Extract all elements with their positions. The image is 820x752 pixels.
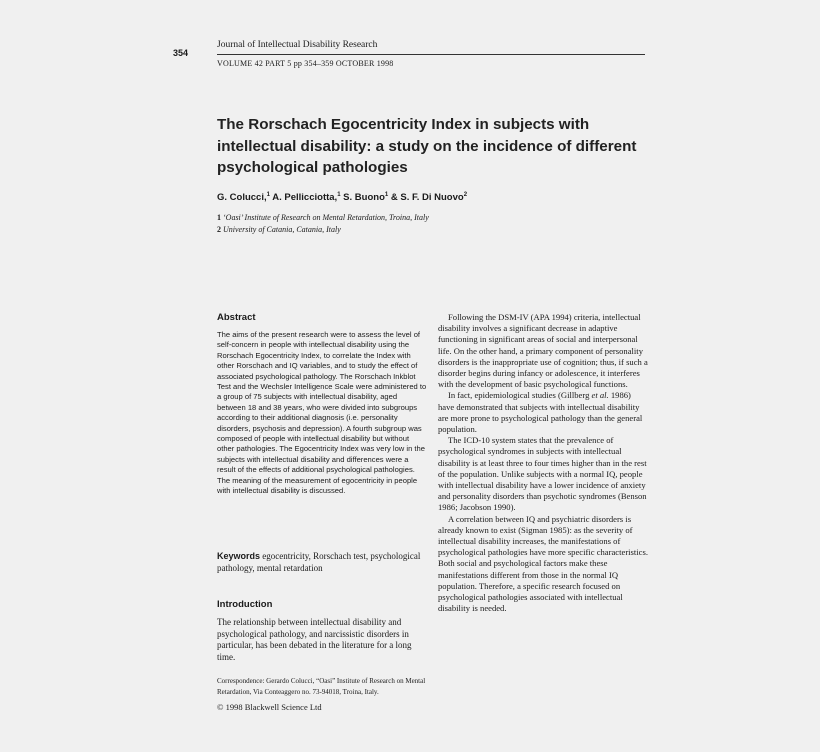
author-list [217,192,467,203]
author-affiliation-mark: 1 [384,192,389,198]
author-name: S. Buono [340,192,385,204]
paragraph: The ICD-10 system states that the prevalence of psychological syndromes in subjects with intellectual disability is at least three to four times higher than in the rest of the population. Unlike subjects with a normal IQ, people with intellectual disability have a lower incidence of anxiety and personality disorders than psychotic syndromes (Benson 1986; Jacobson 1990). [438,435,647,513]
keywords-label: Keywords [217,551,261,561]
author-name: G. Colucci, [217,192,267,204]
affiliation-2 [217,225,341,234]
header-rule [217,54,645,55]
page-number: 354 [173,48,189,58]
author-name: & S. F. Di Nuovo [388,192,464,204]
introduction-heading: Introduction [217,599,273,610]
affiliation-1 [217,213,429,222]
keywords [217,550,427,574]
author-affiliation-mark: 2 [463,192,468,198]
keywords-text: egocentricity, Rorschach test, psychological pathology, mental retardation [217,551,421,573]
copyright-line: © 1998 Blackwell Science Ltd [217,702,322,712]
paragraph-text: In fact, epidemiological studies (Gillberg [448,390,592,401]
introduction-body: The relationship between intellectual disability and psychological pathology, and narcissistic disorders in particular, has been debated in the literature for a long time. [217,617,412,662]
affiliation-number: 1 [217,213,221,222]
journal-name: Journal of Intellectual Disability Research [217,40,378,50]
article-title: The Rorschach Egocentricity Index in subjects with intellectual disability: a study on the incidence of different psychological pathologies [217,116,637,176]
volume-line: VOLUME 42 PART 5 pp 354–359 OCTOBER 1998 [217,59,394,68]
affiliation-text: ‘Oasi’ Institute of Research on Mental Retardation, Troina, Italy [221,213,429,222]
abstract-heading: Abstract [217,312,256,323]
author-affiliation-mark: 1 [337,192,341,198]
abstract-body: The aims of the present research were to assess the level of self-concern in people with intellectual disability using the Rorschach Egocentricity Index, to correlate the Index with other Rorschach and IQ variables, and to study the effect of associated psychological pathology. The Rorschach Inkblot Test and the Wechsler Intelligence Scale were administered to a group of 75 subjects with intellectual disability, aged between 18 and 38 years, who were divided into subgroups according to their additional diagnosis (i.e. personality disorders, psychosis and depression). A fourth subgroup was composed of people with intellectual disability but without other pathologies. The Egocentricity Index was very low in the subjects with intellectual disability and differences were a result of the effects of additional psychological pathologies. The meaning of the measurement of egocentricity in people with intellectual disability is discussed. [217,330,427,496]
paragraph-text: 1986) have demonstrated that subjects with intellectual disability are more prone to psychological pathology than the general population. [438,390,643,435]
paragraph: A correlation between IQ and psychiatric disorders is already known to exist (Sigman 1985): as the severity of intellectual disability increases, the manifestations of psychological pathologies have more specific characteristics. Both social and psychological factors make these manifestations different from those in the normal IQ population. Therefore, a specific research focused on psychological pathologies associated with intellectual disability is needed. [438,513,648,614]
author-name: A. Pellicciotta, [269,192,338,204]
correspondence-note: Correspondence: Gerardo Colucci, “Oasi” Institute of Research on Mental Retardation, Via Conteaggero no. 73-94018, Troina, Italy. [217,677,426,696]
paragraph: Following the DSM-IV (APA 1994) criteria, intellectual disability involves a significant decrease in adaptive functioning in significant areas of social and interpersonal life. On the other hand, a primary component of personality disorders is the inappropriate use of cognition; thus, if such a disorder begins during infancy or adolescence, it interferes with the development of basic psychological functions. [438,312,648,390]
affiliation-text: University of Catania, Catania, Italy [221,225,341,234]
author-affiliation-mark: 1 [266,192,270,198]
affiliation-number: 2 [217,225,221,234]
right-column-body [438,312,648,614]
citation-et-al: et al. [591,390,609,401]
paragraph [438,390,648,435]
